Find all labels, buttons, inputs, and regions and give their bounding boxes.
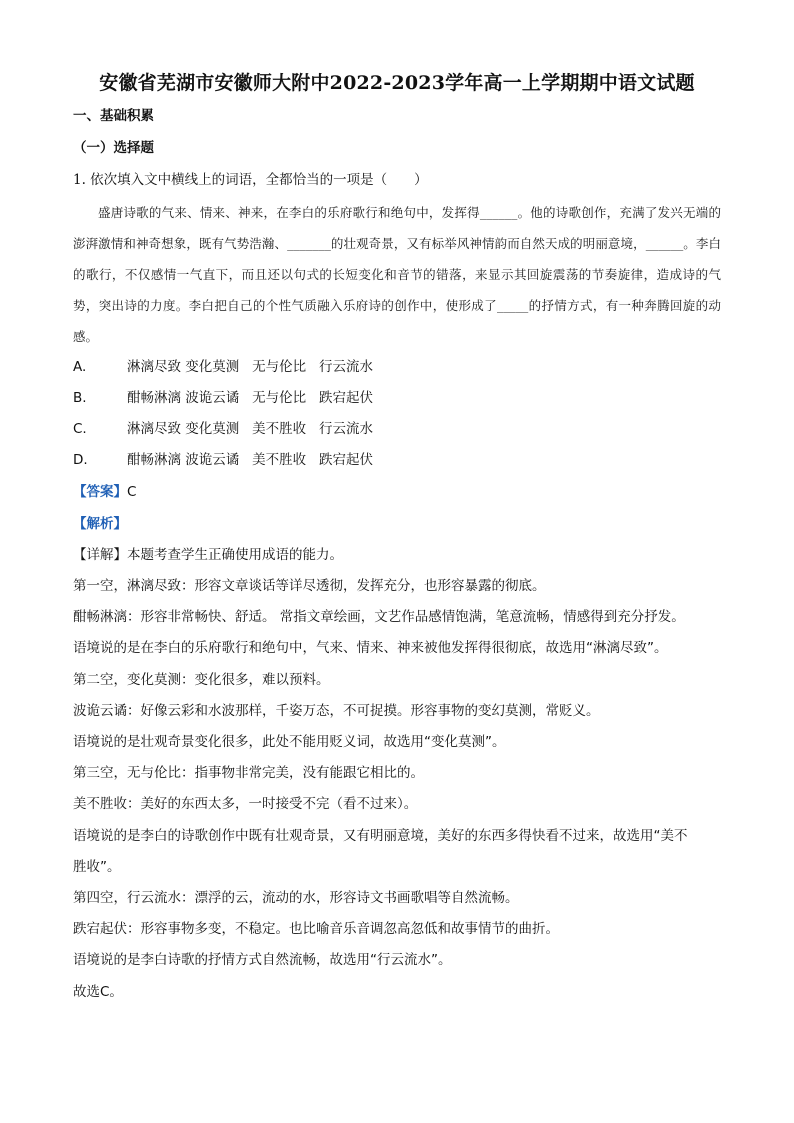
answer-line bbox=[73, 482, 136, 502]
explanation-line: 波诡云谲：好像云彩和水波那样，千姿万态，不可捉摸。形容事物的变幻莫测，常贬义。 bbox=[73, 703, 600, 719]
explanation-line: 语境说的是壮观奇景变化很多，此处不能用贬义词，故选用“变化莫测”。 bbox=[73, 734, 506, 750]
option-c: C. 淋漓尽致 变化莫测 美不胜收 行云流水 bbox=[73, 421, 374, 437]
option-d: D. 酣畅淋漓 波诡云谲 美不胜收 跌宕起伏 bbox=[73, 452, 374, 468]
analysis-line bbox=[73, 514, 127, 534]
explanation-line: 跌宕起伏：形容事物多变，不稳定。也比喻音乐音调忽高忽低和故事情节的曲折。 bbox=[73, 921, 559, 937]
option-b: B. 酣畅淋漓 波诡云谲 无与伦比 跌宕起伏 bbox=[73, 390, 374, 406]
explanation-line: 酣畅淋漓：形容非常畅快、舒适。 常指文章绘画，文艺作品感情饱满，笔意流畅，情感得到充分抒发。 bbox=[73, 609, 685, 625]
answer-tag: 【答案】 bbox=[73, 484, 127, 500]
option-label: C. bbox=[73, 421, 87, 437]
explanation-line: 第一空，淋漓尽致：形容文章谈话等详尽透彻，发挥充分，也形容暴露的彻底。 bbox=[73, 578, 546, 594]
question-passage: 盛唐诗歌的气来、情来、神来，在李白的乐府歌行和绝句中，发挥得______。他的诗歌创作，充满了发兴无端的澎湃激情和神奇想象，既有气势浩瀚、_______的壮观奇景，又有标举风神情韵而自然天成的明丽意境，______。李白的歌行，不仅感情一气直下，而且还以句式的长短变化和音节的错落，来显示其回旋震荡的节奏旋律，造成诗的气势，突出诗的力度。李白把自己的个性气质融入乐府诗的创作中，使形成了_____的抒情方式，有一种奔腾回旋的动感。 bbox=[73, 205, 721, 344]
option-label: A. bbox=[73, 359, 87, 375]
explanation-line: 胜收”。 bbox=[73, 859, 121, 875]
explanation-line: 故选C。 bbox=[73, 984, 123, 1000]
option-label: B. bbox=[73, 390, 87, 406]
detail-tag: 【详解】 bbox=[73, 547, 127, 563]
explanation-line: 第三空，无与伦比：指事物非常完美，没有能跟它相比的。 bbox=[73, 765, 424, 781]
explanation-line: 第二空，变化莫测：变化很多，难以预料。 bbox=[73, 672, 330, 688]
question-stem: 1. 依次填入文中横线上的词语，全都恰当的一项是（ ） bbox=[73, 172, 428, 188]
explanation-line: 语境说的是李白诗歌的抒情方式自然流畅，故选用“行云流水”。 bbox=[73, 952, 452, 968]
section-heading-choice: （一）选择题 bbox=[73, 140, 154, 156]
option-label: D. bbox=[73, 452, 88, 468]
page-title: 安徽省芜湖市安徽师大附中2022-2023学年高一上学期期中语文试题 bbox=[99, 72, 695, 94]
explanation-line: 语境说的是在李白的乐府歌行和绝句中，气来、情来、神来被他发挥得很彻底，故选用“淋漓尽致”。 bbox=[73, 640, 668, 656]
explanation-line: 美不胜收：美好的东西太多，一时接受不完（看不过来）。 bbox=[73, 796, 418, 812]
detail-text: 本题考查学生正确使用成语的能力。 bbox=[127, 547, 343, 563]
detail-line bbox=[73, 545, 343, 565]
option-a: A. 淋漓尽致 变化莫测 无与伦比 行云流水 bbox=[73, 359, 374, 375]
analysis-tag: 【解析】 bbox=[73, 516, 127, 532]
explanation-line: 第四空，行云流水：漂浮的云，流动的水，形容诗文书画歌唱等自然流畅。 bbox=[73, 890, 519, 906]
answer-value: C bbox=[127, 484, 137, 500]
explanation-line: 语境说的是李白的诗歌创作中既有壮观奇景，又有明丽意境，美好的东西多得快看不过来，故选用“美不 bbox=[73, 828, 688, 844]
section-heading-basic: 一、基础积累 bbox=[73, 108, 154, 124]
